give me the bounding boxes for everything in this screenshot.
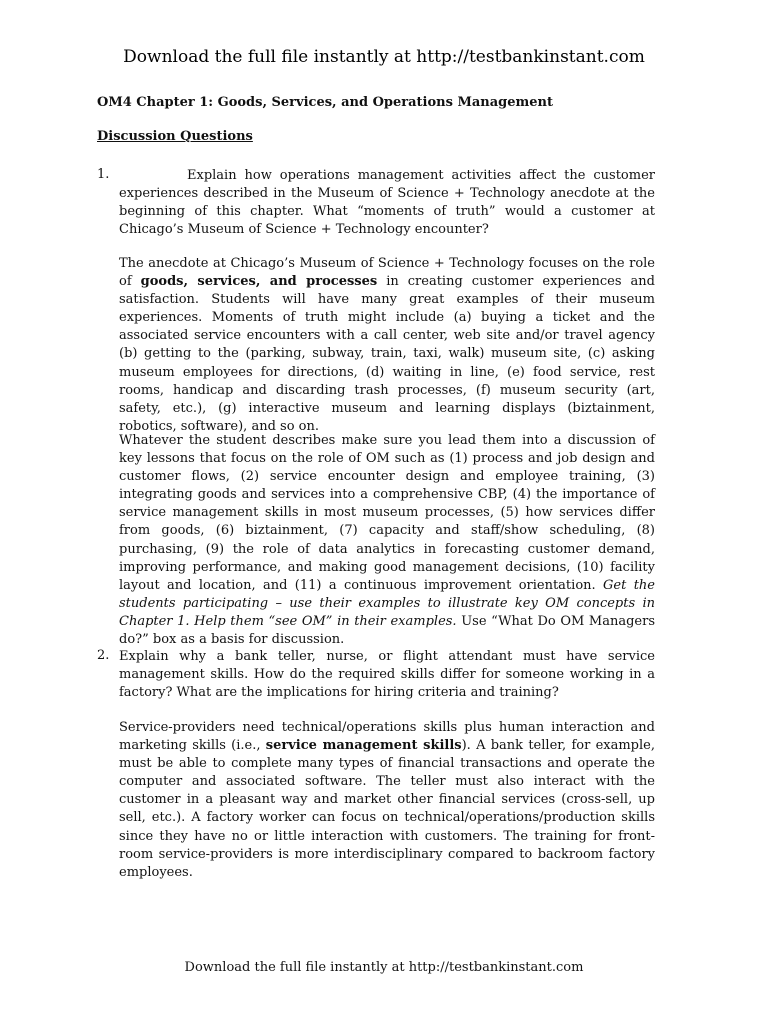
section-heading: Discussion Questions (97, 129, 253, 144)
answer-paragraph (119, 255, 655, 436)
answer-text: Use “What Do OM Managers do?” box as a basis for discussion. (119, 613, 655, 648)
answer-paragraph (119, 432, 655, 649)
question-number: 1. (97, 167, 110, 182)
download-banner-top[interactable]: Download the full file instantly at http://testbankinstant.com (123, 47, 645, 67)
question-number: 2. (97, 648, 110, 663)
question-text: Explain why a bank teller, nurse, or flight attendant must have service management skills. How do the required skills differ for someone working in a factory? What are the implications for hiring criteria and training? (119, 649, 655, 701)
question-body: Explain how operations management activities affect the customer experiences described in the Museum of Science + Technology anecdote at the beginning of this chapter. What “moments of truth” would a customer at Chicago’s Museum of Science + Technology encounter? (119, 168, 655, 238)
answer-italic: Get the students participating – use their examples to illustrate key OM concepts in Chapter 1. Help them “see OM” in their examples. (119, 577, 655, 629)
answer-emphasis: service management skills (265, 738, 462, 754)
answer-text: Service-providers need technical/operations skills plus human interaction and marketing skills (i.e., (119, 720, 655, 754)
answer-text: in creating customer experiences and satisfaction. Students will have many great examples of their museum experiences. Moments of truth might include (a) buying a ticket and the associated service encounters with a call center, web site and/or travel agency (b) getting to the (parking, subway, train, taxi, walk) museum site, (c) asking museum employees for directions, (d) waiting in line, (e) food service, rest rooms, handicap and discarding trash processes, (f) museum security (art, safety, etc.), (g) interactive museum and learning displays (biztainment, robotics, software), and so on. (119, 274, 655, 434)
download-banner-bottom[interactable]: Download the full file instantly at http://testbankinstant.com (184, 960, 584, 975)
answer-text: The anecdote at Chicago’s Museum of Science + Technology focuses on the role of (119, 256, 655, 290)
question-text (119, 167, 655, 239)
answer-text: ). A bank teller, for example, must be able to complete many types of financial transactions and operate the computer and associated software. The teller must also interact with the customer in a pleasant way and market other financial services (cross-sell, up sell, etc.). A factory worker can focus on technical/operations/production skills since they have no or little interaction with customers. The training for front-room service-providers is more interdisciplinary compared to backroom factory employees. (119, 738, 655, 880)
answer-text: Whatever the student describes make sure you lead them into a discussion of key lessons that focus on the role of OM such as (1) process and job design and customer flows, (2) service encounter design and employee training, (3) integrating goods and services into a comprehensive CBP, (4) the importance of service management skills in most museum processes, (5) how services differ from goods, (6) biztainment, (7) capacity and staff/show scheduling, (8) purchasing, (9) the role of data analytics in forecasting customer demand, improving performance, and making good management decisions, (10) facility layout and location, and (11) a continuous improvement orientation. (119, 433, 655, 593)
answer-emphasis: goods, services, and processes (140, 274, 378, 290)
answer-paragraph (119, 719, 655, 882)
document-title: OM4 Chapter 1: Goods, Services, and Operations Management (97, 95, 553, 110)
